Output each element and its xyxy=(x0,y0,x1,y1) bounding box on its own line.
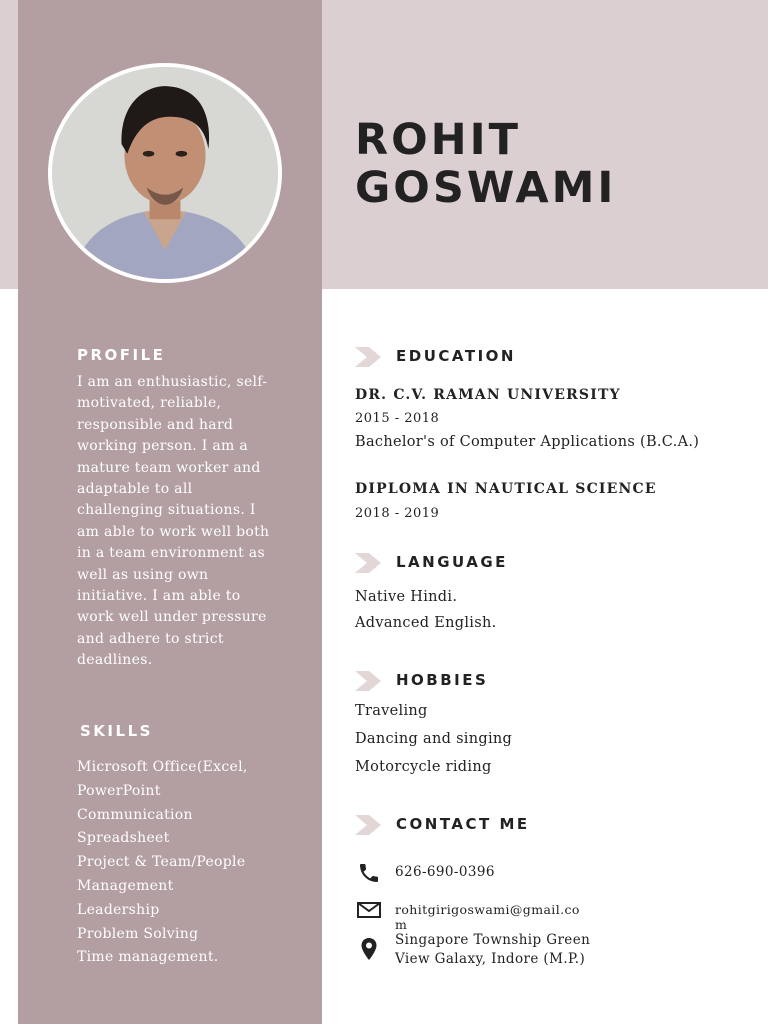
skill-item: Spreadsheet xyxy=(77,830,170,847)
hobbies-heading: HOBBIES xyxy=(396,671,489,689)
education-degree: Bachelor's of Computer Applications (B.C.A.) xyxy=(355,434,700,450)
skill-item: Project & Team/People xyxy=(77,854,246,871)
contact-address xyxy=(395,931,590,969)
hobby-item: Traveling xyxy=(355,703,428,719)
skill-item: Management xyxy=(77,877,174,894)
skill-item: Leadership xyxy=(77,901,160,918)
profile-text: I am an enthusiastic, self-motivated, reliable, responsible and hard working person. I am a mature team worker and adaptable to all challenging situations. I am able to work well both in a team environment as well as using own initiative. I am able to work well under pressure and adhere to strict deadlines. xyxy=(77,374,270,669)
language-item: Advanced English. xyxy=(355,615,497,631)
phone-number[interactable]: 626-690-0396 xyxy=(395,864,495,880)
profile-heading: PROFILE xyxy=(77,346,166,364)
last-name: GOSWAMI xyxy=(355,163,617,213)
skills-heading: SKILLS xyxy=(80,722,153,740)
education-institution: DR. C.V. RAMAN UNIVERSITY xyxy=(355,387,621,403)
email-line[interactable]: rohitgirigoswami@gmail.co xyxy=(395,902,580,917)
candidate-name xyxy=(355,116,616,212)
hobby-item: Dancing and singing xyxy=(355,731,513,747)
skill-item: PowerPoint xyxy=(77,782,161,799)
skill-item: Time management. xyxy=(77,949,219,966)
education-heading: EDUCATION xyxy=(396,347,516,365)
skill-item: Microsoft Office(Excel, xyxy=(77,759,248,775)
skill-item: Communication xyxy=(77,806,193,823)
chevron-right-icon xyxy=(355,347,381,367)
contact-heading: CONTACT ME xyxy=(396,815,530,833)
profile-photo xyxy=(48,63,282,283)
education-years: 2018 - 2019 xyxy=(355,506,440,521)
phone-icon xyxy=(357,861,381,885)
envelope-icon xyxy=(357,898,381,922)
chevron-right-icon xyxy=(355,553,381,573)
email-line[interactable]: m xyxy=(395,917,408,932)
language-item: Native Hindi. xyxy=(355,589,458,605)
education-years: 2015 - 2018 xyxy=(355,411,440,426)
skill-item: Problem Solving xyxy=(77,925,199,942)
contact-email[interactable] xyxy=(395,902,580,932)
chevron-right-icon xyxy=(355,671,381,691)
first-name: ROHIT xyxy=(355,115,521,165)
address-line: View Galaxy, Indore (M.P.) xyxy=(395,951,586,967)
chevron-right-icon xyxy=(355,815,381,835)
map-pin-icon xyxy=(357,937,381,961)
skills-list xyxy=(77,756,277,970)
language-heading: LANGUAGE xyxy=(396,553,508,571)
contact-phone[interactable] xyxy=(395,864,495,880)
education-institution: DIPLOMA IN NAUTICAL SCIENCE xyxy=(355,481,657,497)
address-line: Singapore Township Green xyxy=(395,932,591,948)
hobby-item: Motorcycle riding xyxy=(355,759,492,775)
